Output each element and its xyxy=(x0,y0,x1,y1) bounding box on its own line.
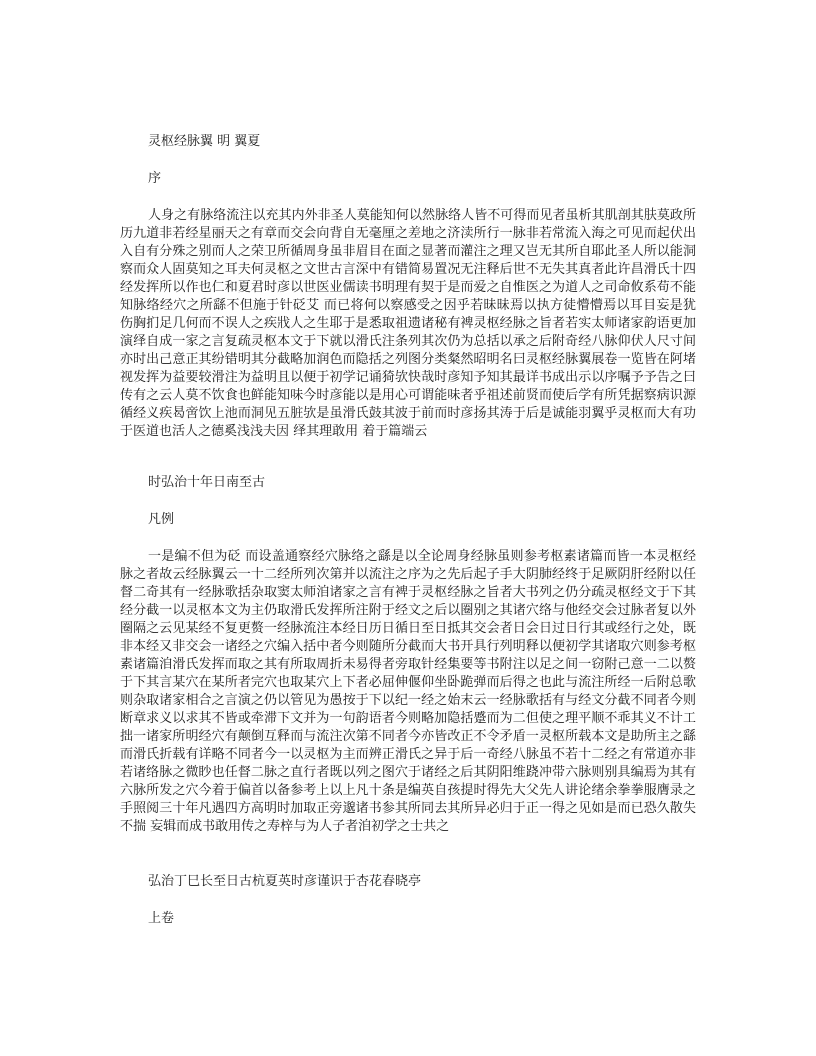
fanli-heading: 凡例 xyxy=(148,512,175,527)
volume-heading: 上卷 xyxy=(148,911,175,926)
preface-body: 人身之有脉络流注以充其内外非圣人莫能知何以然脉络人皆不可得而见者虽析其肌剖其肤莫政所历九道非若经星丽天之有章而交会向背自无毫厘之差地之济渎所行一脉非若常流入海之可见而起伏出入自有分殊之别而人之荣卫所循周身虽非眉目在面之显著而灌注之理又岂无其所自耶此圣人所以能洞察而众人固莫知之耳夫何灵枢之文世古言深中有错简易置况无注释后世不无失其真者此许昌滑氏十四经发挥所以作也仁和夏君时彦以世医业儒读书明理有契于是而爱之自惟医之为道人之司命攸系苟不能知脉络经穴之所繇不但施于针砭艾 而已将何以察感受之因乎若昧昧焉以执方徒懵懵焉以耳目妄是犹伤胸扪足几何而不误人之疾戕人之生耶于是悉取祖遗诸秘有裨灵枢经脉之旨者若实太师诸家韵语更加演绎自成一家之言复疏灵枢本文于下就以滑氏注条列其次仍为总括以承之后附奇经八脉仰伏人尺寸间亦时出己意正其纷错明其分截略加润色而隐括之列图分类粲然昭明名曰灵枢经脉翼展卷一览皆在阿堵视发挥为益要较滑注为益明且以便于初学记诵猗欤快哉时彦知予知其最详书成出示以序嘱予予告之曰传有之云人莫不饮食也鲜能知味今时彦能以是用心可谓能味者乎祖述前贤而使后学有所凭据察病识源循经义疾曷啻饮上池而洞见五脏欤是虽滑氏鼓其波于前而时彦扬其涛于后是诚能羽翼乎灵枢而大有功于医道也活人之德奚浅浅夫因 绎其理敢用 着于篇端云 xyxy=(120,208,696,439)
fanli-date: 弘治丁巳长至日古杭夏英时彦谨识于杏花春晓亭 xyxy=(148,874,422,889)
document-title: 灵枢经脉翼 明 翼夏 xyxy=(148,134,261,149)
preface-date: 时弘治十年日南至古 xyxy=(148,475,266,490)
preface-heading: 序 xyxy=(148,171,162,186)
fanli-body: 一是编不但为砭 而设盖通察经穴脉络之繇是以全论周身经脉虽则参考枢素诸篇而皆一本灵枢经脉之者故云经脉翼云一十二经所列次第并以流注之序为之先后起子手大阴肺经终于足厥阴肝经附以任督二奇其有一经脉歌括杂取窦太师洎诸家之言有裨于灵枢经脉之旨者大书列之仍分疏灵枢经文于下其经分截一以灵枢本文为主仍取滑氏发挥所注附于经文之后以圈别之其诸穴络与他经交会过脉者复以外圈隔之云见某经不复更赘一经脉流注本经日历日循日至日抵其交会者日会日过日行其或经行之处，既非本经又非交会一诸经之穴编入括中者今则随所分截而大书开具行列明释以便初学其诸取穴则参考枢素诸篇洎滑氏发挥而取之其有所取周折未易得者旁取针经集要等书附注以足之间一窃附己意一二以赘于下其言某穴在某所者完穴也取某穴上下者必屈伸偃仰坐卧跪弹而后得之也此与流注所经一后附总歌则杂取诸家相合之言演之仍以管见为愚按于下以纪一经之始末云一经脉歌括有与经文分截不同者今则断章求义以求其不皆或牵滞下文并为一句韵语者今则略加隐括蹙而为二但使之理平顺不乖其义不计工拙一诸家所明经穴有颠倒互释而与流注次第不同者今亦皆改正不令矛盾一灵枢所载本文是助所主之繇而滑氏折载有详略不同者今一以灵枢为主而辨正滑氏之异于后一奇经八脉虽不若十二经之有常道亦非若诸络脉之微眇也任督二脉之直行者既以列之图穴于诸经之后其阴阳维跷冲带六脉则别具编焉为其有六脉所发之穴今着于偏首以备参考上以上凡十条是编英自孩提时得先大父先人讲论绪余拳拳服膺录之手照阅三十年凡遇四方高明时加取正旁邈诸书参其所同去其所异必归于正一得之见如是而已恐久散失不揣 妄辑而成书敢用传之寿梓与为人子者洎初学之士共之 xyxy=(120,549,696,834)
